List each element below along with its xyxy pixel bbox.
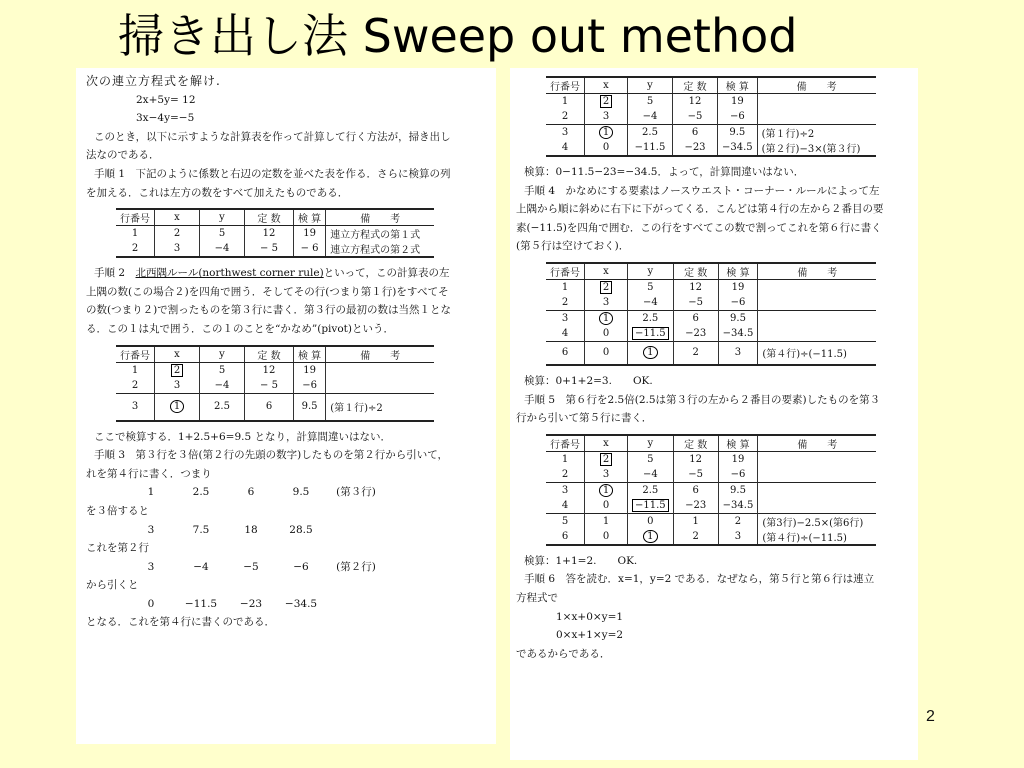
cell [758, 279, 877, 295]
table-row [546, 279, 876, 295]
cell: 5 [200, 362, 245, 378]
value: (第３行) [336, 486, 376, 499]
cell: −6 [294, 378, 326, 394]
header-y: y [200, 346, 245, 363]
pivot-circle: 1 [599, 312, 613, 325]
step4-line-2: 上隅から順に斜めに右下に下がってくる．こんどは第４行の左から２番目の要 [516, 203, 884, 216]
step4-line-4: (第５行は空けておく)． [516, 240, 630, 253]
header-y: y [628, 77, 673, 94]
cell: − 6 [294, 241, 326, 257]
subtract-line: から引くと [86, 579, 139, 592]
this-row2-line: これを第２行 [86, 542, 149, 555]
left-scanned-page [76, 68, 496, 744]
slide-title: 掃き出し法 Sweep out method [118, 9, 798, 63]
table-row [116, 362, 434, 378]
value: −6 [293, 560, 309, 573]
result-equation-1: 1×x+0×y=1 [556, 610, 624, 623]
step3-line-1: 手順 3 第３行を３倍(第２行の先頭の数字)したものを第２行から引いて， [94, 449, 448, 462]
cell: −23 [673, 326, 718, 342]
cell: (第４行)÷(−11.5) [758, 341, 877, 365]
cell: 連立方程式の第１式 [326, 226, 435, 242]
cell: 0 [585, 341, 628, 365]
table-3 [546, 76, 876, 157]
header-remarks: 備 考 [758, 435, 877, 452]
right-ending-line: であるからである． [516, 647, 611, 660]
pivot-circle: 1 [599, 484, 613, 497]
value: (第２行) [336, 560, 376, 573]
cell: 6 [546, 341, 585, 365]
cell [628, 341, 674, 365]
cell: 2 [155, 226, 200, 242]
equation-1: 2x+5y= 12 [136, 93, 196, 106]
table-header-row [546, 435, 876, 452]
table-row [546, 109, 876, 125]
cell: 19 [294, 362, 326, 378]
table-row [546, 451, 876, 467]
pivot-box: 2 [600, 95, 612, 108]
header-row-number: 行番号 [546, 263, 585, 280]
cell: −11.5 [628, 140, 673, 156]
table-5 [546, 434, 876, 546]
cell: 19 [718, 94, 758, 110]
cell [758, 467, 877, 483]
cell: 9.5 [718, 125, 758, 141]
cell: 9.5 [718, 310, 758, 326]
header-row-number: 行番号 [116, 346, 155, 363]
cell: (第４行)÷(−11.5) [758, 529, 877, 545]
cell [326, 378, 435, 394]
cell: −5 [673, 295, 718, 311]
cell: 2 [673, 529, 718, 545]
value: −5 [243, 560, 259, 573]
header-check: 検 算 [718, 435, 758, 452]
header-x: x [585, 77, 628, 94]
table-header-row [546, 77, 876, 94]
cell: 3 [155, 378, 200, 394]
cell [758, 310, 877, 326]
table-row [546, 513, 876, 529]
cell: 6 [245, 393, 294, 421]
cell: 2 [116, 241, 155, 257]
step3-line-2: れを第４行に書く．つまり [86, 467, 212, 480]
cell [585, 125, 628, 141]
cell: 3 [585, 467, 628, 483]
table-row [116, 378, 434, 394]
value: 1 [147, 486, 155, 499]
table-1 [116, 208, 434, 258]
cell: 0 [585, 140, 628, 156]
pivot-box: −11.5 [632, 327, 669, 340]
cell: 3 [546, 310, 585, 326]
cell: (第3行)−2.5×(第6行) [758, 513, 877, 529]
cell: 19 [294, 226, 326, 242]
cell: 2.5 [628, 125, 673, 141]
cell: −4 [200, 378, 245, 394]
cell [758, 295, 877, 311]
cell [628, 498, 674, 514]
cell: −23 [673, 140, 718, 156]
cell: 0 [585, 498, 628, 514]
value: −34.5 [284, 597, 318, 610]
cell: 1 [561, 453, 569, 465]
step1-line-2: を加える．これは左方の数をすべて加えたものである． [86, 186, 349, 199]
table-row [546, 326, 876, 342]
table-row [546, 467, 876, 483]
cell [326, 362, 435, 378]
pivot-circle: 1 [170, 400, 184, 413]
intro-line-1: このとき，以下に示すような計算表を作って計算して行く方法が，掃き出し [94, 130, 451, 143]
header-remarks: 備 考 [757, 77, 876, 94]
table-row [116, 226, 434, 242]
ending-line: となる．これを第４行に書くのである． [86, 616, 275, 629]
value: 3 [147, 560, 155, 573]
cell: 3 [155, 241, 200, 257]
header-remarks: 備 考 [758, 263, 877, 280]
table-row [546, 498, 876, 514]
cell [758, 498, 877, 514]
pivot-circle: 1 [643, 530, 657, 543]
value: −4 [193, 560, 209, 573]
header-remarks: 備 考 [326, 209, 435, 226]
cell: 2 [561, 468, 569, 480]
cell: 5 [628, 451, 674, 467]
cell: 2 [673, 341, 718, 365]
header-check: 検 算 [294, 346, 326, 363]
header-row-number: 行番号 [116, 209, 155, 226]
cell: 1 [673, 513, 718, 529]
pivot-box: 2 [171, 364, 183, 377]
cell: −6 [718, 295, 758, 311]
cell: 0 [585, 326, 628, 342]
header-x: x [585, 435, 628, 452]
cell: −4 [628, 295, 674, 311]
header-x: x [155, 209, 200, 226]
value: 2.5 [192, 486, 210, 499]
cell: −5 [673, 109, 718, 125]
value: 9.5 [292, 486, 310, 499]
cell: 5 [628, 94, 673, 110]
cell: 12 [673, 451, 718, 467]
cell: 3 [718, 341, 758, 365]
value: −11.5 [184, 597, 218, 610]
cell: 3 [546, 482, 585, 498]
cell [585, 451, 628, 467]
row-values-d [86, 595, 488, 614]
intro-line-2: 法なのである． [86, 149, 160, 162]
step2-line-4: る．この１は丸で囲う．この１のことを“かなめ”(pivot)という． [86, 322, 394, 335]
step4-line-1: 手順 4 かなめにする要素はノースウエスト・コーナー・ルールによって左 [524, 184, 880, 197]
cell: 12 [245, 362, 294, 378]
pivot-circle: 1 [643, 346, 657, 359]
step2-label: 手順 2 [94, 267, 136, 280]
header-constant: 定 数 [245, 209, 294, 226]
cell: 1 [131, 228, 139, 240]
cell: 12 [245, 226, 294, 242]
check-line-3: 検算：0+1+2=3. OK. [524, 374, 653, 387]
table-row [546, 94, 876, 110]
header-constant: 定 数 [673, 263, 718, 280]
value: −23 [239, 597, 263, 610]
cell [758, 482, 877, 498]
cell: 連立方程式の第２式 [326, 241, 435, 257]
cell: 3 [718, 529, 758, 545]
cell: 2 [561, 111, 569, 122]
table-row [546, 341, 876, 365]
cell: − 5 [245, 378, 294, 394]
right-scanned-page [510, 68, 918, 760]
pivot-box: 2 [600, 453, 612, 466]
cell: 2.5 [628, 310, 674, 326]
cell: 19 [718, 279, 758, 295]
table-row [546, 529, 876, 545]
cell: 4 [561, 327, 569, 339]
step6-line-2: 方程式で [516, 591, 558, 604]
step2-rest: といって，この計算表の左 [323, 267, 450, 280]
table-row [546, 310, 876, 326]
pivot-circle: 1 [599, 126, 613, 139]
cell: 4 [546, 140, 585, 156]
cell: −4 [200, 241, 245, 257]
cell: −34.5 [718, 326, 758, 342]
cell: 2.5 [200, 393, 245, 421]
row-values-a [86, 483, 488, 502]
cell: (第１行)÷2 [326, 393, 435, 421]
value: 18 [244, 523, 258, 536]
cell: 1 [561, 96, 569, 107]
cell: 19 [718, 451, 758, 467]
cell [155, 362, 200, 378]
table-header-row [116, 346, 434, 363]
cell: 2 [131, 379, 139, 391]
cell [757, 94, 876, 110]
cell: −6 [718, 467, 758, 483]
header-constant: 定 数 [673, 435, 718, 452]
cell: −34.5 [718, 498, 758, 514]
cell [155, 393, 200, 421]
northwest-rule-jp: 北西隅ルール [135, 267, 199, 280]
value: 0 [147, 597, 155, 610]
value: 3 [147, 523, 155, 536]
cell: 6 [673, 482, 718, 498]
cell: − 5 [245, 241, 294, 257]
cell: 0 [585, 529, 628, 545]
cell: 2.5 [628, 482, 674, 498]
cell: 6 [546, 529, 585, 545]
cell: 12 [673, 94, 718, 110]
cell: −6 [718, 109, 758, 125]
table-row [546, 140, 876, 156]
cell: −4 [628, 467, 674, 483]
cell [758, 326, 877, 342]
cell: 1 [585, 513, 628, 529]
table-row [546, 295, 876, 311]
cell: 4 [561, 499, 569, 511]
cell: 5 [546, 513, 585, 529]
step4-line-3: 素(−11.5)を四角で囲む．この行をすべてこの数で割ってこれを第６行に書く [516, 221, 882, 234]
cell: 3 [116, 393, 155, 421]
header-constant: 定 数 [245, 346, 294, 363]
table-row [546, 482, 876, 498]
cell: 3 [585, 109, 628, 125]
cell [585, 94, 628, 110]
cell: −5 [673, 467, 718, 483]
cell: (第１行)÷2 [757, 125, 876, 141]
problem-heading: 次の連立方程式を解け. [86, 74, 221, 88]
cell: 9.5 [294, 393, 326, 421]
cell: 5 [200, 226, 245, 242]
cell [585, 310, 628, 326]
header-constant: 定 数 [673, 77, 718, 94]
header-row-number: 行番号 [546, 77, 585, 94]
step2-line-3: の数(つまり２)で割ったものを第３行に書く．第３行の最初の数は当然１とな [86, 304, 451, 317]
header-y: y [628, 263, 674, 280]
pivot-box: −11.5 [632, 499, 669, 512]
cell: 0 [628, 513, 674, 529]
header-check: 検 算 [718, 263, 758, 280]
cell: 3 [546, 125, 585, 141]
northwest-rule-en: (northwest corner rule) [198, 267, 324, 280]
cell: 6 [673, 310, 718, 326]
cell [585, 279, 628, 295]
value: 6 [247, 486, 255, 499]
cell [628, 529, 674, 545]
table-row [546, 125, 876, 141]
equation-2: 3x−4y=−5 [136, 112, 195, 125]
row-values-c [86, 558, 488, 577]
step1-line-1: 手順 1 下記のように係数と右辺の定数を並べた表を作る．さらに検算の列 [94, 167, 451, 180]
cell: −4 [628, 109, 673, 125]
cell: −34.5 [718, 140, 758, 156]
cell: 6 [673, 125, 718, 141]
result-equation-2: 0×x+1×y=2 [556, 629, 624, 642]
table-2 [116, 345, 434, 422]
cell [585, 482, 628, 498]
header-x: x [585, 263, 628, 280]
cell: 3 [585, 295, 628, 311]
header-y: y [628, 435, 674, 452]
pivot-box: 2 [600, 281, 612, 294]
step2-line-2: 上隅の数(この場合２)を四角で囲う．そしてその行(つまり第１行)をすべてそ [86, 285, 449, 298]
check-line-2: 検算：0−11.5−23=−34.5．よって，計算間違いはない． [524, 166, 805, 178]
cell: 2 [561, 296, 569, 308]
header-x: x [155, 346, 200, 363]
header-check: 検 算 [294, 209, 326, 226]
cell [757, 109, 876, 125]
header-y: y [200, 209, 245, 226]
table-row [116, 241, 434, 257]
check-line-1: ここで検算する．1+2.5+6=9.5 となり，計算間違いはない． [94, 430, 391, 443]
cell [628, 326, 674, 342]
times-three-line: を３倍すると [86, 504, 149, 517]
cell: 9.5 [718, 482, 758, 498]
cell: 2 [718, 513, 758, 529]
header-check: 検 算 [718, 77, 758, 94]
check-line-4: 検算：1+1=2. OK. [524, 554, 638, 567]
table-4 [546, 262, 876, 366]
cell: 1 [561, 281, 569, 293]
cell: (第２行)−3×(第３行) [757, 140, 876, 156]
step5-line-1: 手順 5 第６行を2.5倍(2.5は第３行の左から２番目の要素)したものを第３ [524, 393, 881, 406]
row-values-b [86, 521, 488, 540]
table-header-row [116, 209, 434, 226]
page-number: 2 [926, 708, 935, 725]
value: 7.5 [192, 523, 210, 536]
cell [758, 451, 877, 467]
step2-line-1 [86, 264, 488, 283]
header-row-number: 行番号 [546, 435, 585, 452]
table-header-row [546, 263, 876, 280]
value: 28.5 [289, 523, 313, 536]
header-remarks: 備 考 [326, 346, 435, 363]
step5-line-2: 行から引いて第５行に書く． [516, 412, 653, 425]
cell: 5 [628, 279, 674, 295]
cell: 1 [131, 364, 139, 376]
cell: 12 [673, 279, 718, 295]
cell: −23 [673, 498, 718, 514]
table-row [116, 393, 434, 421]
step6-line-1: 手順 6 答を読む．x=1，y=2 である．なぜなら，第５行と第６行は連立 [524, 573, 875, 586]
